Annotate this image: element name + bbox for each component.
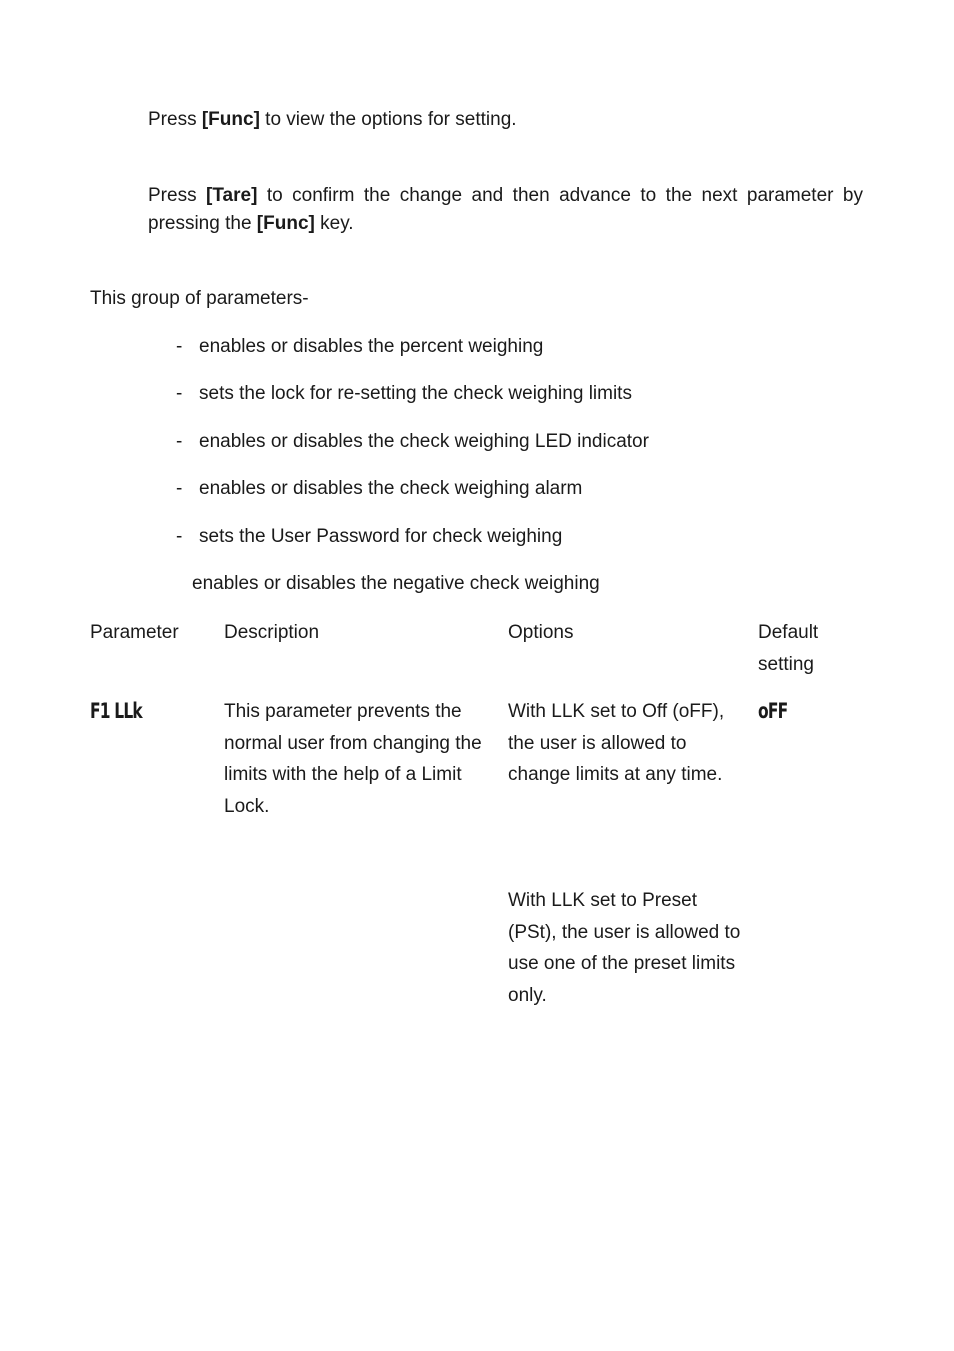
option-preset: With LLK set to Preset (PSt), the user is allowed to use one of the preset limits only. [508, 890, 741, 1006]
func-key-label: [Func] [201, 109, 260, 130]
text: to view the options for setting. [259, 109, 517, 130]
func-key-label: [Func] [256, 213, 315, 234]
instruction-tare [148, 182, 863, 238]
list-item-extra: enables or disables the negative check weighing [192, 573, 600, 594]
bullet-dash: - [176, 431, 183, 452]
group-intro: This group of parameters- [90, 288, 309, 309]
list-item [176, 428, 866, 456]
list-item-text: sets the User Password for check weighing [199, 526, 563, 547]
list-item [176, 380, 866, 408]
header-description: Description [224, 622, 320, 643]
text: key. [314, 213, 354, 234]
text: to confirm the change and then advance to the next parameter by pressing the [148, 185, 863, 234]
parameter-description: This parameter prevents the normal user from changing the limits with the help of a Limit Lock. [224, 701, 482, 817]
text: Press [148, 109, 202, 130]
instruction-func [148, 106, 863, 134]
text: Press [148, 185, 207, 206]
default-value: oFF [758, 699, 788, 723]
list-item-text: enables or disables the check weighing LED indicator [199, 431, 649, 452]
list-item-text: enables or disables the check weighing alarm [199, 478, 583, 499]
bullet-dash: - [176, 526, 183, 547]
header-default: Default setting [758, 622, 819, 675]
bullet-dash: - [176, 336, 183, 357]
list-item [176, 523, 866, 551]
header-parameter: Parameter [90, 622, 179, 643]
header-options: Options [508, 622, 574, 643]
option-off: With LLK set to Off (oFF), the user is allowed to change limits at any time. [508, 701, 725, 785]
list-item [176, 475, 866, 503]
list-item-text: enables or disables the percent weighing [199, 336, 544, 357]
bullet-dash: - [176, 478, 183, 499]
tare-key-label: [Tare] [206, 185, 258, 206]
list-item-text: sets the lock for re-setting the check weighing limits [199, 383, 632, 404]
list-item [176, 333, 866, 361]
parameter-code: F1 LLk [90, 699, 142, 723]
bullet-dash: - [176, 383, 183, 404]
